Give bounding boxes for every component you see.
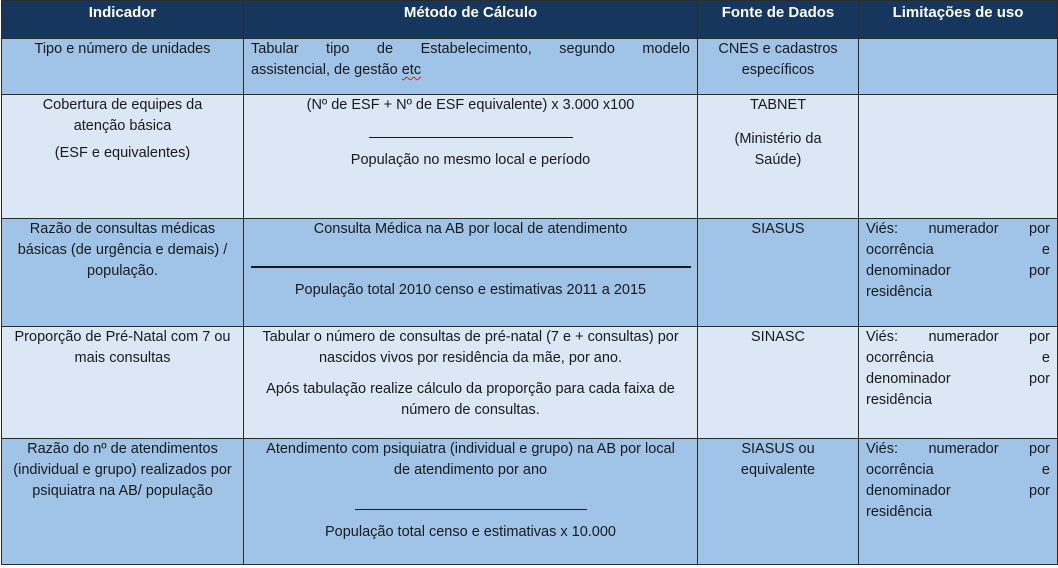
indicator-cell: Cobertura de equipes da atenção básica (ESF e equivalentes)	[2, 95, 244, 219]
method-line: Tabular tipo de Estabelecimento, segundo modelo	[251, 41, 690, 57]
header-limitacoes: Limitações de uso	[859, 1, 1058, 39]
fraction-line	[251, 266, 691, 268]
method-cell	[244, 95, 698, 219]
limitation-cell	[859, 39, 1058, 95]
table-row	[2, 439, 1058, 565]
limitation-cell: Viés: numerador por ocorrência e denominador por residência	[859, 439, 1058, 565]
header-fonte: Fonte de Dados	[698, 1, 859, 39]
table-row	[2, 95, 1058, 219]
source-cell: CNES e cadastros específicos	[698, 39, 859, 95]
method-cell: Tabular o número de consultas de pré-natal (7 e + consultas) por nascidos vivos por residência da mãe, por ano. Após tabulação realize cálculo da proporção para cada faixa de número de consultas.	[244, 327, 698, 439]
fraction-line	[355, 509, 587, 510]
table-row	[2, 39, 1058, 95]
method-cell	[244, 219, 698, 327]
header-metodo: Método de Cálculo	[244, 1, 698, 39]
numerator: (Nº de ESF + Nº de ESF equivalente) x 3.000 x100	[306, 97, 635, 113]
numerator: Consulta Médica na AB por local de atendimento	[313, 221, 628, 237]
source-cell: SIASUS	[698, 219, 859, 327]
source-cell: SIASUS ou equivalente	[698, 439, 859, 565]
denominator: População total 2010 censo e estimativas 2011 a 2015	[294, 282, 647, 298]
indicators-table	[1, 0, 1058, 565]
spelling-flag: etc	[401, 62, 422, 78]
method-cell	[244, 439, 698, 565]
source-cell: TABNET (Ministério da Saúde)	[698, 95, 859, 219]
indicator-cell: Tipo e número de unidades	[2, 39, 244, 95]
limitation-cell	[859, 95, 1058, 219]
method-cell: Tabular tipo de Estabelecimento, segundo modelo assistencial, de gestão etc	[244, 39, 698, 95]
limitation-cell: Viés: numerador por ocorrência e denominador por residência	[859, 219, 1058, 327]
table-row	[2, 219, 1058, 327]
indicator-cell: Razão de consultas médicas básicas (de urgência e demais) / população.	[2, 219, 244, 327]
numerator: Atendimento com psiquiatra (individual e grupo) na AB por local de atendimento por ano	[266, 441, 675, 478]
table-row	[2, 327, 1058, 439]
header-indicador: Indicador	[2, 1, 244, 39]
fraction-line	[369, 137, 573, 138]
header-row	[2, 1, 1058, 39]
denominator: População total censo e estimativas x 10.000	[325, 524, 616, 540]
source-cell: SINASC	[698, 327, 859, 439]
limitation-cell: Viés: numerador por ocorrência e denominador por residência	[859, 327, 1058, 439]
denominator: População no mesmo local e período	[350, 152, 591, 168]
indicator-cell: Razão do nº de atendimentos (individual e grupo) realizados por psiquiatra na AB/ população	[2, 439, 244, 565]
indicator-cell: Proporção de Pré-Natal com 7 ou mais consultas	[2, 327, 244, 439]
